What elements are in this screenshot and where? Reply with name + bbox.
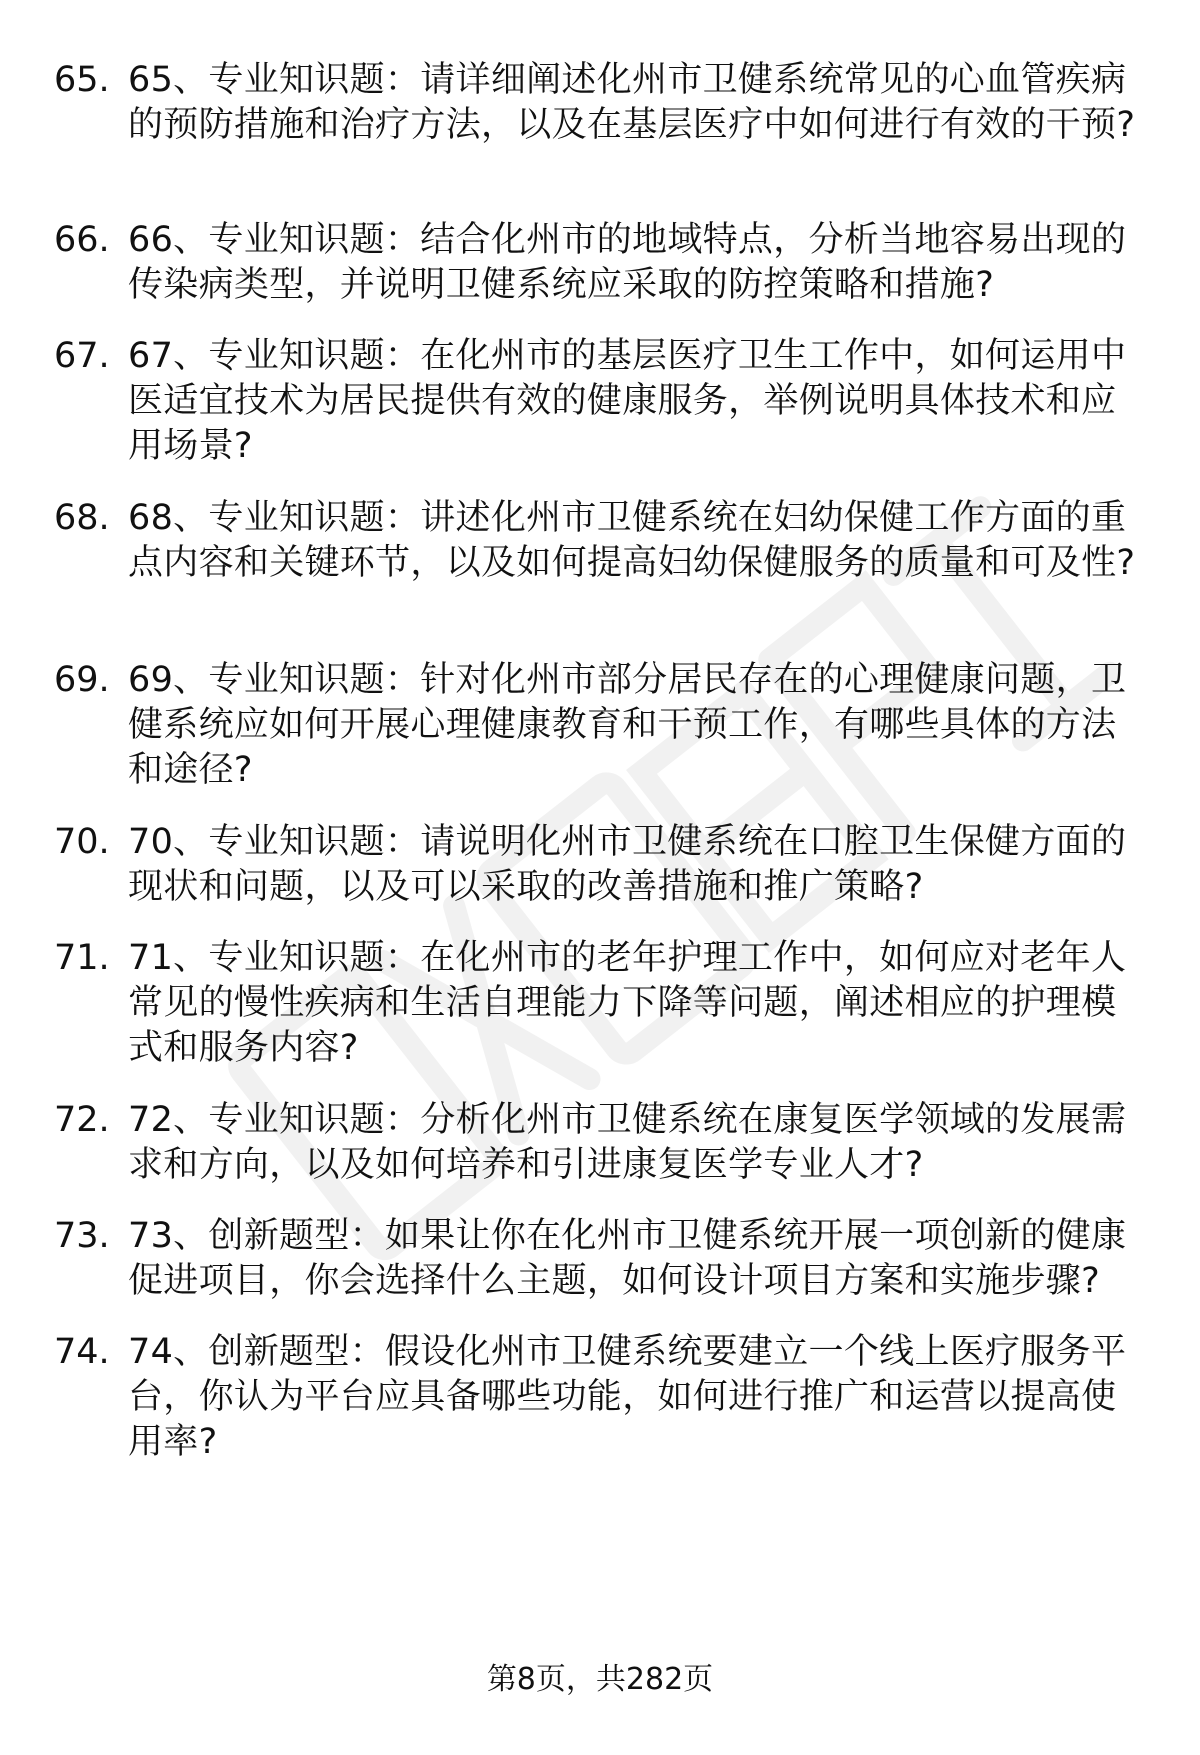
question-text: 65、专业知识题：请详细阐述化州市卫健系统常见的心血管疾病的预防措施和治疗方法，以及在基层医疗中如何进行有效的干预? xyxy=(128,60,1136,145)
question-text: 71、专业知识题：在化州市的老年护理工作中，如何应对老年人常见的慢性疾病和生活自理能力下降等问题，阐述相应的护理模式和服务内容? xyxy=(128,938,1127,1068)
question-number: 65. xyxy=(54,60,110,100)
question-number: 74. xyxy=(54,1332,110,1372)
page-number-footer: 第8页，共282页 xyxy=(486,1662,714,1697)
question-text: 70、专业知识题：请说明化州市卫健系统在口腔卫生保健方面的现状和问题，以及可以采取的改善措施和推广策略? xyxy=(128,822,1127,907)
question-text: 67、专业知识题：在化州市的基层医疗卫生工作中，如何运用中医适宜技术为居民提供有效的健康服务，举例说明具体技术和应用场景? xyxy=(128,336,1127,466)
question-number: 69. xyxy=(54,660,110,700)
question-text: 69、专业知识题：针对化州市部分居民存在的心理健康问题，卫健系统应如何开展心理健康教育和干预工作，有哪些具体的方法和途径? xyxy=(128,660,1127,790)
question-text: 68、专业知识题：讲述化州市卫健系统在妇幼保健工作方面的重点内容和关键环节，以及如何提高妇幼保健服务的质量和可及性? xyxy=(128,498,1136,583)
question-number: 71. xyxy=(54,938,110,978)
question-number: 66. xyxy=(54,220,110,260)
question-number: 70. xyxy=(54,822,110,862)
question-number: 67. xyxy=(54,336,110,376)
question-text: 72、专业知识题：分析化州市卫健系统在康复医学领域的发展需求和方向，以及如何培养和引进康复医学专业人才? xyxy=(128,1100,1127,1185)
question-text: 73、创新题型：如果让你在化州市卫健系统开展一项创新的健康促进项目，你会选择什么主题，如何设计项目方案和实施步骤? xyxy=(128,1216,1127,1301)
question-number: 73. xyxy=(54,1216,110,1256)
question-text: 74、创新题型：假设化州市卫健系统要建立一个线上医疗服务平台，你认为平台应具备哪些功能，如何进行推广和运营以提高使用率? xyxy=(128,1332,1127,1462)
question-text: 66、专业知识题：结合化州市的地域特点，分析当地容易出现的传染病类型，并说明卫健系统应采取的防控策略和措施? xyxy=(128,220,1127,305)
question-number: 72. xyxy=(54,1100,110,1140)
question-number: 68. xyxy=(54,498,110,538)
